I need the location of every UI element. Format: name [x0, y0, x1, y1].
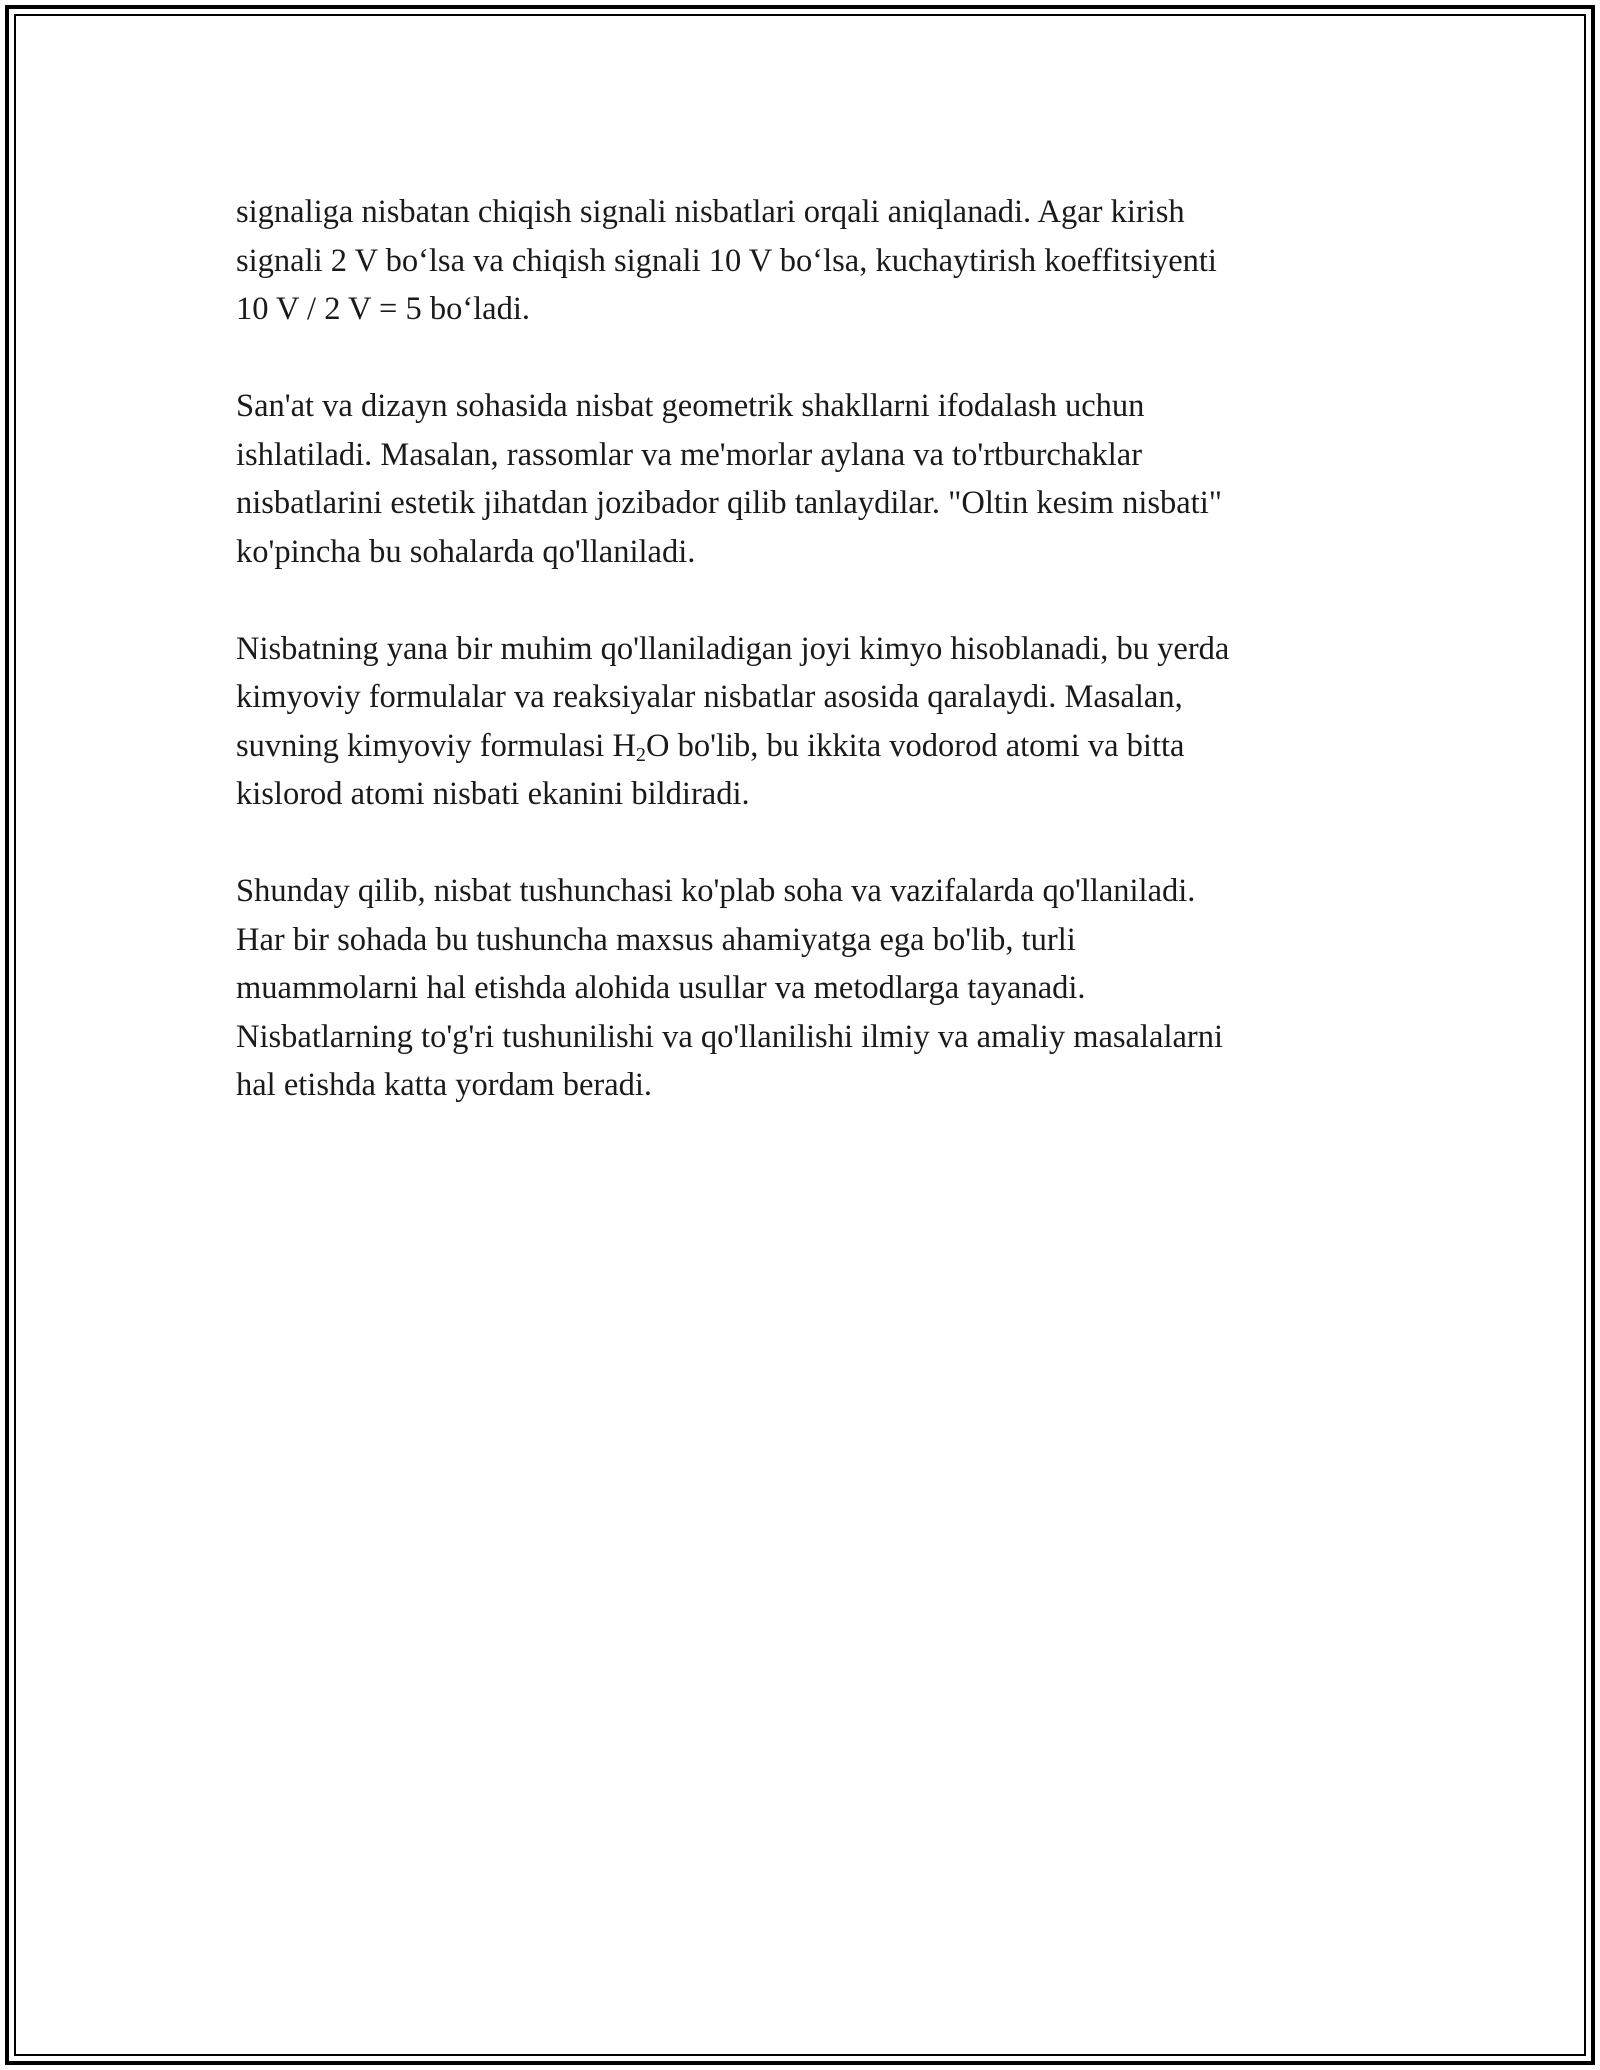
text-line: Nisbatlarning to'g'ri tushunilishi va qo'llanilishi ilmiy va amaliy masalalarni: [236, 1018, 1223, 1055]
text-line: ko'pincha bu sohalarda qo'llaniladi.: [236, 533, 696, 570]
paragraph-conclusion: [236, 867, 1376, 1110]
text-line: Shunday qilib, nisbat tushunchasi ko'plab soha va vazifalarda qo'llaniladi.: [236, 873, 1196, 909]
text-line: Har bir sohada bu tushuncha maxsus ahamiyatga ega bo'lib, turli: [236, 921, 1076, 958]
text-line: nisbatlarini estetik jihatdan jozibador qilib tanlaydilar. "Oltin kesim nisbati": [236, 485, 1222, 521]
document-body: [236, 188, 1376, 1158]
paragraph-amplifier-gain: [236, 188, 1376, 334]
text-line: hal etishda katta yordam beradi.: [236, 1067, 653, 1103]
text-line: signali 2 V bo‘lsa va chiqish signali 10 V bo‘lsa, kuchaytirish koeffitsiyenti: [236, 242, 1217, 279]
text-line: kimyoviy formulalar va reaksiyalar nisbatlar asosida qaralaydi. Masalan,: [236, 679, 1183, 715]
text-fragment: suvning kimyoviy formulasi H: [236, 727, 636, 764]
text-line: kislorod atomi nisbati ekanini bildiradi.: [236, 776, 750, 812]
text-line: ishlatiladi. Masalan, rassomlar va me'morlar aylana va to'rtburchaklar: [236, 436, 1143, 473]
text-line: 10 V / 2 V = 5 bo‘ladi.: [236, 291, 531, 327]
text-line: muammolarni hal etishda alohida usullar va metodlarga tayanadi.: [236, 970, 1086, 1006]
paragraph-chemistry: [236, 625, 1376, 819]
subscript: 2: [635, 743, 646, 766]
text-line: Nisbatning yana bir muhim qo'llaniladigan joyi kimyo hisoblanadi, bu yerda: [236, 630, 1230, 667]
text-line: signaliga nisbatan chiqish signali nisbatlari orqali aniqlanadi. Agar kirish: [236, 194, 1185, 230]
paragraph-art-design: [236, 382, 1376, 576]
text-line-formula: [236, 722, 1376, 771]
text-fragment: O bo'lib, bu ikkita vodorod atomi va bitta: [646, 727, 1185, 764]
text-line: San'at va dizayn sohasida nisbat geometrik shakllarni ifodalash uchun: [236, 388, 1145, 424]
